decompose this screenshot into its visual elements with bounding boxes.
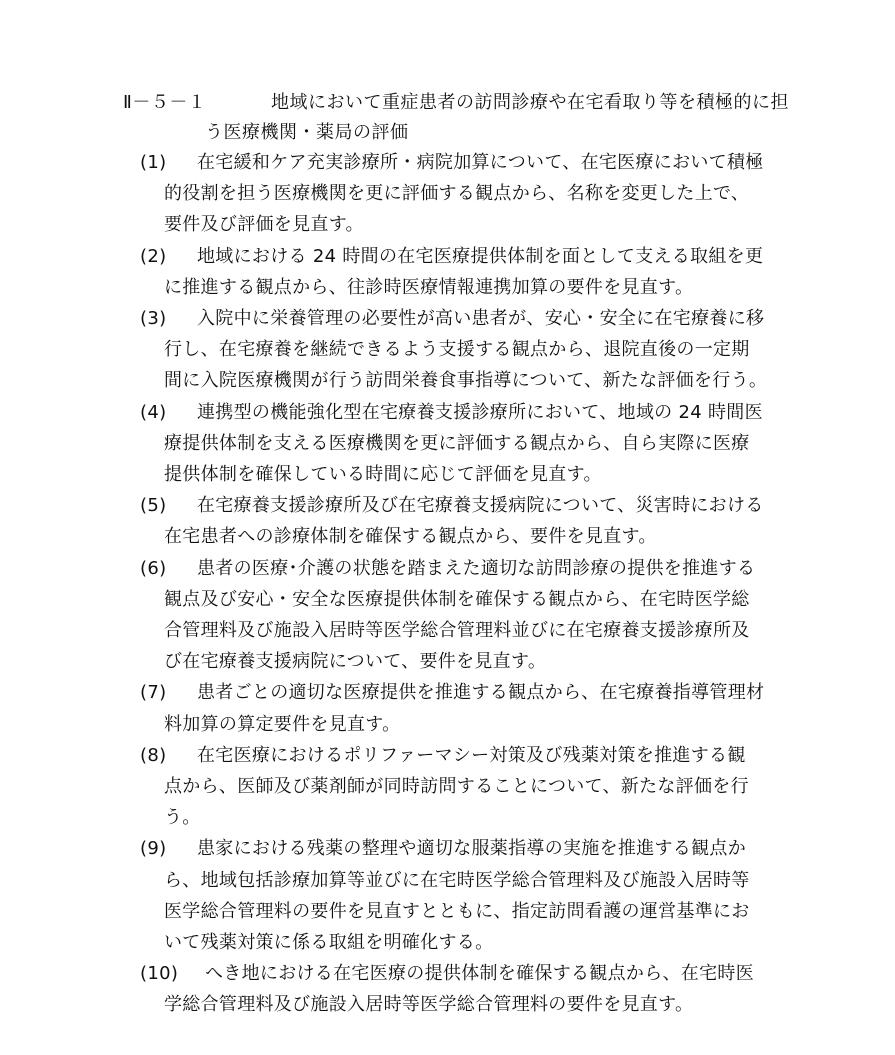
- item-text-line: 在宅患者への診療体制を確保する観点から、要件を見直す。: [164, 526, 657, 548]
- item-text-line: 入院中に栄養管理の必要性が高い患者が、安心・安全に在宅療養に移: [197, 308, 765, 330]
- item-number: (4): [140, 401, 167, 423]
- item-text-line: 療提供体制を支える医療機関を更に評価する観点から、自ら実際に医療: [164, 432, 750, 454]
- item-text-line: 患者ごとの適切な医療提供を推進する観点から、在宅療養指導管理材: [197, 682, 765, 704]
- item-number: (9): [140, 838, 167, 860]
- item-number: (2): [140, 245, 167, 267]
- list-item: [140, 833, 830, 958]
- list-item: [140, 303, 830, 397]
- item-text-line: 的役割を担う医療機関を更に評価する観点から、名称を変更した上で、: [164, 183, 750, 205]
- item-text-line: 間に入院医療機関が行う訪問栄養食事指導について、新たな評価を行う。: [164, 370, 768, 392]
- list-item: [140, 490, 830, 552]
- section-title-part-2: う医療機関・薬局の評価: [205, 122, 409, 143]
- item-text-line: ら、地域包括診療加算等並びに在宅時医学総合管理料及び施設入居時等: [164, 869, 750, 891]
- item-text-line: 地域における 24 時間の在宅医療提供体制を面として支える取組を更: [197, 245, 764, 267]
- list-item: [140, 553, 830, 678]
- item-number: (1): [140, 152, 167, 173]
- item-list: [140, 147, 830, 1021]
- item-text-line: に推進する観点から、往診時医療情報連携加算の要件を見直す。: [164, 276, 694, 298]
- item-text-line: いて残薬対策に係る取組を明確化する。: [164, 932, 494, 954]
- item-text-line: 合管理料及び施設入居時等医学総合管理料並びに在宅療養支援診療所及: [164, 620, 750, 642]
- item-text-line: 在宅医療におけるポリファーマシー対策及び残薬対策を推進する観: [197, 744, 746, 766]
- list-item: [140, 147, 830, 241]
- list-item: [140, 740, 830, 834]
- item-text-line: 患者の医療･介護の状態を踏まえた適切な訪問診療の提供を推進する: [197, 557, 756, 579]
- item-number: (3): [140, 308, 167, 330]
- item-text-line: び在宅療養支援病院について、要件を見直す。: [164, 651, 547, 673]
- item-text-line: 連携型の機能強化型在宅療養支援診療所において、地域の 24 時間医: [197, 401, 763, 423]
- item-text-line: 在宅緩和ケア充実診療所・病院加算について、在宅医療において積極: [197, 152, 764, 173]
- list-item: [140, 958, 830, 1020]
- item-text-line: 患家における残薬の整理や適切な服薬指導の実施を推進する観点か: [197, 838, 746, 860]
- item-text-line: う。: [164, 807, 201, 829]
- item-text-line: 点から、医師及び薬剤師が同時訪問することについて、新たな評価を行: [164, 776, 749, 798]
- item-text-line: 料加算の算定要件を見直す。: [164, 713, 401, 735]
- list-item: [140, 397, 830, 491]
- item-text-line: 観点及び安心・安全な医療提供体制を確保する観点から、在宅時医学総: [164, 588, 750, 610]
- list-item: [140, 241, 830, 303]
- section-title-part-1: 地域において重症患者の訪問診療や在宅看取り等を積極的に担: [271, 92, 789, 113]
- item-number: (6): [140, 557, 167, 579]
- section-number: Ⅱ－５－１: [123, 92, 207, 113]
- list-item: [140, 677, 830, 739]
- item-text-line: 提供体制を確保している時間に応じて評価を見直す。: [164, 464, 602, 486]
- item-number: (7): [140, 682, 167, 704]
- item-number: (5): [140, 495, 167, 517]
- section-heading: [123, 88, 823, 148]
- item-number: (10): [140, 963, 179, 985]
- heading-line-1: [123, 88, 823, 118]
- item-text-line: 学総合管理料及び施設入居時等医学総合管理料の要件を見直す。: [164, 994, 694, 1016]
- item-text-line: 行し、在宅療養を継続できるよう支援する観点から、退院直後の一定期: [164, 339, 750, 361]
- item-text-line: 要件及び評価を見直す。: [164, 214, 364, 236]
- item-number: (8): [140, 744, 167, 766]
- item-text-line: 在宅療養支援診療所及び在宅療養支援病院について、災害時における: [197, 495, 764, 517]
- item-text-line: へき地における在宅医療の提供体制を確保する観点から、在宅時医: [205, 963, 754, 985]
- item-text-line: 医学総合管理料の要件を見直すとともに、指定訪問看護の運営基準にお: [164, 900, 750, 922]
